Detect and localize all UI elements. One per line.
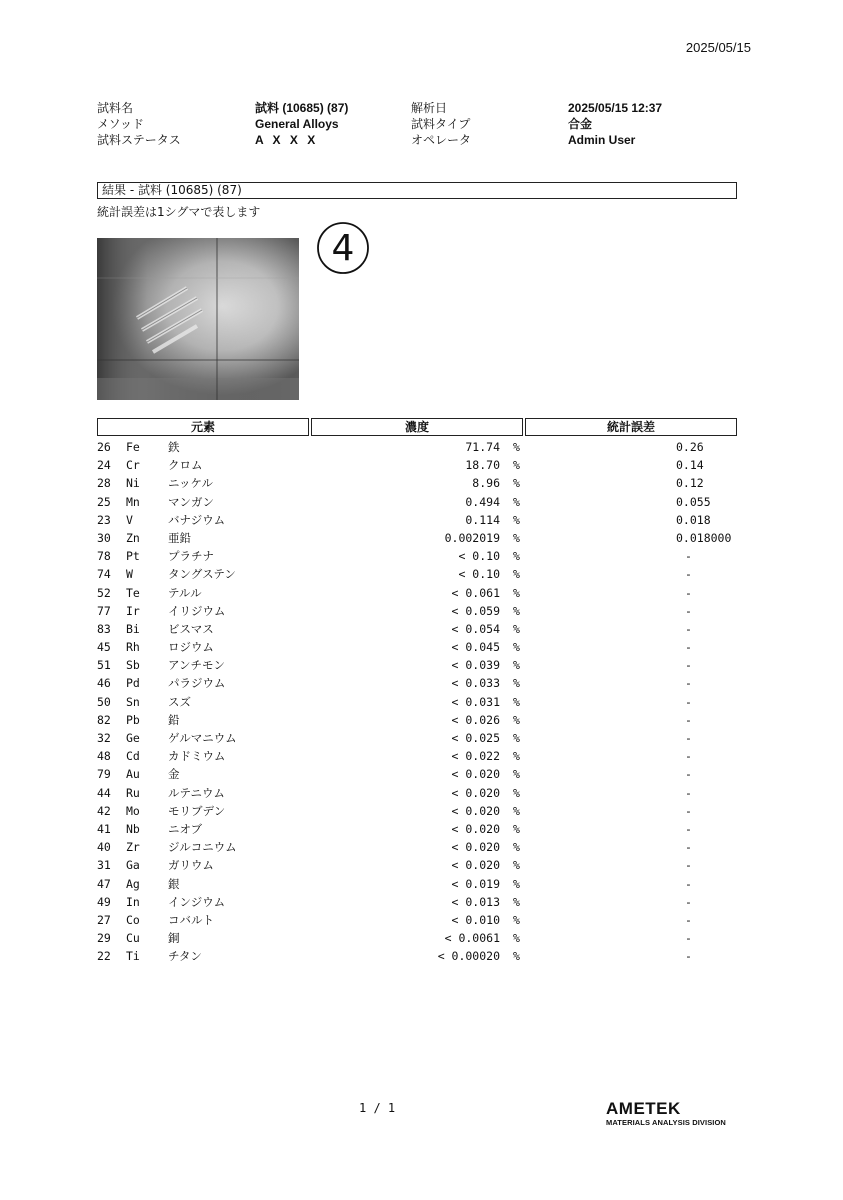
table-row: [0, 674, 843, 692]
concentration-value: < 0.031: [451, 694, 500, 709]
atomic-number: 78: [97, 549, 111, 564]
column-header-element: 元素: [97, 418, 309, 436]
element-symbol: Sn: [126, 694, 140, 709]
atomic-number: 29: [97, 931, 111, 946]
error-value: -: [685, 658, 692, 673]
concentration-unit: %: [513, 621, 520, 636]
error-value: -: [685, 621, 692, 636]
error-value: -: [685, 749, 692, 764]
error-value: -: [685, 676, 692, 691]
error-value: -: [685, 731, 692, 745]
concentration-unit: %: [513, 731, 520, 745]
element-name: ジルコニウム: [168, 840, 237, 855]
report-date: 2025/05/15: [685, 40, 751, 55]
table-row: [0, 638, 843, 656]
element-symbol: Pb: [126, 712, 140, 727]
atomic-number: 44: [97, 785, 111, 800]
meta-values-left: [255, 100, 348, 148]
concentration-unit: %: [513, 567, 520, 582]
element-name: ニオブ: [168, 821, 203, 836]
concentration-unit: %: [513, 458, 520, 473]
error-value: -: [685, 785, 692, 800]
concentration-value: < 0.00020: [437, 949, 500, 964]
concentration-value: 0.114: [465, 512, 500, 527]
table-row: [0, 620, 843, 638]
table-row: [0, 474, 843, 492]
error-value: -: [685, 640, 692, 655]
concentration-unit: %: [513, 767, 520, 782]
concentration-unit: %: [513, 931, 520, 946]
element-symbol: In: [126, 894, 140, 909]
atomic-number: 26: [97, 440, 111, 454]
atomic-number: 45: [97, 640, 111, 655]
element-symbol: W: [126, 567, 133, 582]
element-symbol: Cu: [126, 931, 140, 946]
concentration-unit: %: [513, 803, 520, 818]
element-symbol: Ti: [126, 949, 140, 964]
table-row: [0, 693, 843, 711]
concentration-unit: %: [513, 585, 520, 600]
sample-name-label: 試料名: [97, 101, 134, 115]
element-symbol: Cr: [126, 458, 140, 473]
element-name: スズ: [168, 694, 191, 709]
concentration-value: < 0.039: [451, 658, 500, 673]
element-name: パラジウム: [168, 676, 226, 691]
concentration-value: < 0.019: [451, 876, 500, 891]
operator-label: オペレータ: [411, 133, 472, 147]
element-symbol: Sb: [126, 658, 140, 673]
element-name: ニッケル: [168, 476, 213, 491]
concentration-value: < 0.061: [451, 585, 500, 600]
element-name: クロム: [168, 458, 203, 473]
error-value: -: [685, 858, 692, 873]
error-value: -: [685, 712, 692, 727]
concentration-value: < 0.020: [451, 821, 500, 836]
atomic-number: 40: [97, 840, 111, 855]
atomic-number: 48: [97, 749, 111, 764]
table-row: [0, 875, 843, 893]
table-row: [0, 838, 843, 856]
element-name: カドミウム: [168, 749, 226, 764]
atomic-number: 32: [97, 731, 111, 745]
concentration-unit: %: [513, 749, 520, 764]
concentration-value: < 0.059: [451, 603, 500, 618]
concentration-unit: %: [513, 530, 520, 545]
element-symbol: Mn: [126, 494, 140, 509]
column-header-error: 統計誤差: [525, 418, 737, 436]
table-row: [0, 784, 843, 802]
error-value: -: [685, 912, 692, 927]
error-value: -: [685, 549, 692, 564]
atomic-number: 25: [97, 494, 111, 509]
concentration-value: 0.494: [465, 494, 500, 509]
element-symbol: Zr: [126, 840, 140, 855]
concentration-value: < 0.013: [451, 894, 500, 909]
element-symbol: Ag: [126, 876, 140, 891]
concentration-unit: %: [513, 858, 520, 873]
table-row: [0, 529, 843, 547]
element-name: ビスマス: [168, 621, 214, 636]
concentration-unit: %: [513, 494, 520, 509]
element-name: ゲルマニウム: [168, 731, 237, 745]
concentration-value: < 0.010: [451, 912, 500, 927]
table-row: [0, 947, 843, 965]
method-value: General Alloys: [255, 117, 339, 131]
atomic-number: 51: [97, 658, 111, 673]
table-row: [0, 856, 843, 874]
element-name: マンガン: [168, 494, 214, 509]
atomic-number: 83: [97, 621, 111, 636]
method-label: メソッド: [97, 117, 145, 131]
concentration-value: < 0.020: [451, 803, 500, 818]
element-name: ロジウム: [168, 640, 214, 655]
concentration-value: < 0.020: [451, 840, 500, 855]
table-row: [0, 802, 843, 820]
table-row: [0, 729, 843, 747]
element-symbol: Ru: [126, 785, 140, 800]
element-symbol: Ga: [126, 858, 140, 873]
analysis-date-value: 2025/05/15 12:37: [568, 101, 663, 115]
concentration-value: < 0.10: [458, 567, 500, 582]
sample-status-label: 試料ステータス: [97, 133, 181, 147]
concentration-unit: %: [513, 658, 520, 673]
table-row: [0, 656, 843, 674]
element-symbol: Nb: [126, 821, 140, 836]
concentration-unit: %: [513, 549, 520, 564]
concentration-unit: %: [513, 840, 520, 855]
element-symbol: V: [126, 512, 133, 527]
element-symbol: Au: [126, 767, 140, 782]
error-value: -: [685, 694, 692, 709]
element-name: 亜鉛: [168, 530, 191, 545]
sample-name-value: 試料 (10685) (87): [255, 101, 349, 115]
table-row: [0, 820, 843, 838]
meta-labels-right: [411, 100, 471, 148]
element-name: アンチモン: [168, 658, 226, 673]
atomic-number: 28: [97, 476, 111, 491]
atomic-number: 46: [97, 676, 111, 691]
concentration-unit: %: [513, 876, 520, 891]
concentration-unit: %: [513, 712, 520, 727]
concentration-unit: %: [513, 676, 520, 691]
concentration-unit: %: [513, 821, 520, 836]
concentration-value: < 0.020: [451, 785, 500, 800]
error-value: -: [685, 767, 692, 782]
table-row: [0, 438, 843, 456]
concentration-value: < 0.020: [451, 767, 500, 782]
error-value: -: [685, 840, 692, 855]
element-symbol: Fe: [126, 440, 140, 454]
concentration-value: 8.96: [472, 476, 500, 491]
operator-value: Admin User: [568, 133, 636, 147]
element-name: 銅: [168, 931, 180, 946]
meta-labels-left: [97, 100, 181, 148]
concentration-value: < 0.0061: [444, 931, 500, 946]
table-row: [0, 565, 843, 583]
atomic-number: 74: [97, 567, 111, 582]
table-row: [0, 711, 843, 729]
svg-text:4: 4: [331, 228, 355, 269]
sample-type-value: 合金: [568, 117, 593, 131]
concentration-unit: %: [513, 440, 520, 454]
element-name: コバルト: [168, 912, 214, 927]
element-symbol: Rh: [126, 640, 140, 655]
sample-status-value: A X X X: [255, 133, 319, 147]
element-name: インジウム: [168, 894, 226, 909]
table-row: [0, 456, 843, 474]
table-row: [0, 747, 843, 765]
results-title: 結果 - 試料 (10685) (87): [97, 182, 737, 199]
element-table: [0, 438, 843, 965]
atomic-number: 52: [97, 585, 111, 600]
concentration-unit: %: [513, 694, 520, 709]
concentration-value: 71.74: [465, 440, 500, 454]
atomic-number: 77: [97, 603, 111, 618]
element-name: 金: [168, 767, 180, 782]
element-name: モリブデン: [168, 803, 226, 818]
error-value: 0.018: [676, 512, 711, 527]
atomic-number: 23: [97, 512, 111, 527]
element-symbol: Pd: [126, 676, 140, 691]
sample-photo: [97, 238, 299, 400]
table-row: [0, 547, 843, 565]
atomic-number: 50: [97, 694, 111, 709]
concentration-unit: %: [513, 603, 520, 618]
element-name: 鉛: [168, 712, 180, 727]
analysis-date-label: 解析日: [411, 101, 448, 115]
element-symbol: Cd: [126, 749, 140, 764]
element-name: テルル: [168, 585, 202, 600]
element-name: ルテニウム: [168, 785, 225, 800]
ametek-logo: [606, 1100, 746, 1128]
atomic-number: 82: [97, 712, 111, 727]
statistics-note: 統計誤差は1シグマで表します: [97, 205, 261, 219]
handwritten-circled-number: [314, 219, 372, 277]
error-value: 0.14: [676, 458, 704, 473]
concentration-unit: %: [513, 894, 520, 909]
element-name: 鉄: [168, 440, 180, 454]
atomic-number: 49: [97, 894, 111, 909]
table-row: [0, 584, 843, 602]
concentration-value: < 0.054: [451, 621, 500, 636]
brand-name: AMETEK: [606, 1099, 681, 1118]
sample-type-label: 試料タイプ: [411, 117, 471, 131]
concentration-value: 0.002019: [444, 530, 500, 545]
element-symbol: Ni: [126, 476, 140, 491]
concentration-unit: %: [513, 512, 520, 527]
element-symbol: Bi: [126, 621, 140, 636]
element-symbol: Ir: [126, 603, 140, 618]
atomic-number: 24: [97, 458, 111, 473]
element-name: タングステン: [168, 567, 236, 582]
concentration-value: < 0.026: [451, 712, 500, 727]
element-name: 銀: [168, 876, 180, 891]
error-value: -: [685, 876, 692, 891]
error-value: 0.055: [676, 494, 711, 509]
element-symbol: Ge: [126, 731, 140, 745]
error-value: -: [685, 803, 692, 818]
table-row: [0, 602, 843, 620]
element-symbol: Zn: [126, 530, 140, 545]
table-row: [0, 929, 843, 947]
concentration-unit: %: [513, 912, 520, 927]
concentration-value: < 0.025: [451, 731, 500, 745]
error-value: 0.12: [676, 476, 704, 491]
element-name: プラチナ: [168, 549, 214, 564]
error-value: -: [685, 585, 692, 600]
concentration-unit: %: [513, 949, 520, 964]
error-value: 0.018000: [676, 530, 732, 545]
table-row: [0, 911, 843, 929]
error-value: 0.26: [676, 440, 704, 454]
concentration-value: < 0.033: [451, 676, 500, 691]
atomic-number: 27: [97, 912, 111, 927]
element-symbol: Pt: [126, 549, 140, 564]
table-row: [0, 511, 843, 529]
column-header-concentration: 濃度: [311, 418, 523, 436]
error-value: -: [685, 567, 692, 582]
atomic-number: 41: [97, 821, 111, 836]
brand-subtitle: MATERIALS ANALYSIS DIVISION: [606, 1118, 726, 1127]
atomic-number: 42: [97, 803, 111, 818]
table-row: [0, 893, 843, 911]
atomic-number: 31: [97, 858, 111, 873]
meta-values-right: [568, 100, 662, 148]
error-value: -: [685, 603, 692, 618]
concentration-value: 18.70: [465, 458, 500, 473]
concentration-unit: %: [513, 640, 520, 655]
atomic-number: 47: [97, 876, 111, 891]
concentration-value: < 0.020: [451, 858, 500, 873]
concentration-unit: %: [513, 476, 520, 491]
element-symbol: Co: [126, 912, 140, 927]
element-name: チタン: [168, 949, 202, 964]
element-name: ガリウム: [168, 858, 214, 873]
concentration-value: < 0.10: [458, 549, 500, 564]
element-name: イリジウム: [168, 603, 226, 618]
element-name: バナジウム: [168, 512, 226, 527]
atomic-number: 22: [97, 949, 111, 964]
concentration-value: < 0.045: [451, 640, 500, 655]
table-row: [0, 493, 843, 511]
error-value: -: [685, 949, 692, 964]
atomic-number: 30: [97, 530, 111, 545]
error-value: -: [685, 894, 692, 909]
page-number: 1 / 1: [359, 1101, 396, 1115]
atomic-number: 79: [97, 767, 111, 782]
concentration-unit: %: [513, 785, 520, 800]
element-symbol: Te: [126, 585, 140, 600]
error-value: -: [685, 931, 692, 946]
table-row: [0, 765, 843, 783]
error-value: -: [685, 821, 692, 836]
element-symbol: Mo: [126, 803, 140, 818]
concentration-value: < 0.022: [451, 749, 500, 764]
